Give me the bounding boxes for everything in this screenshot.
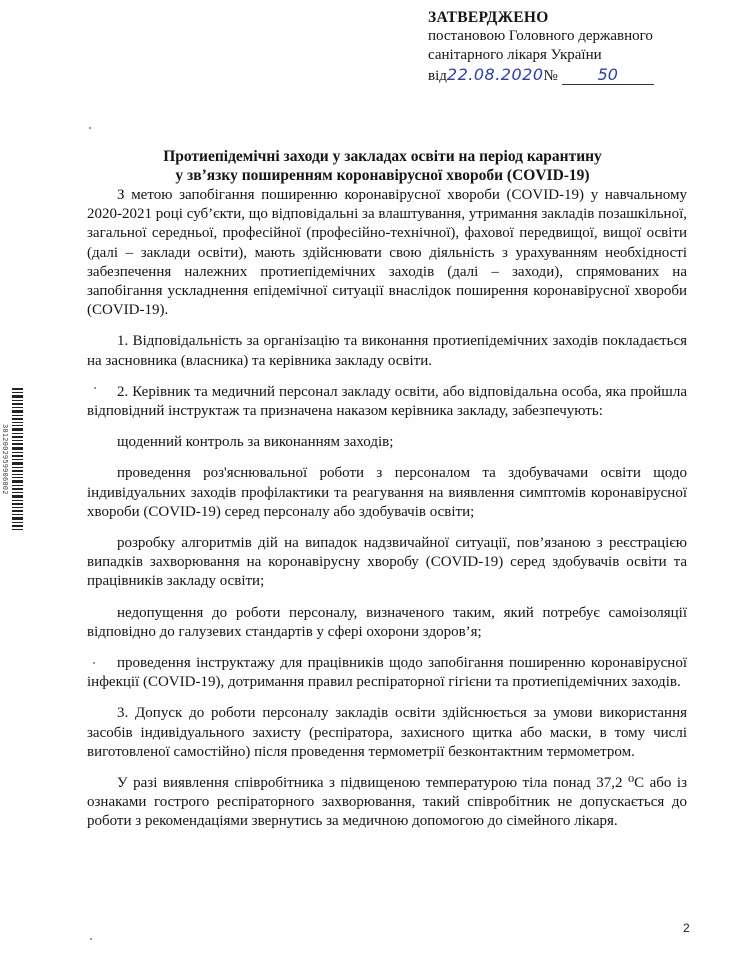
list-item-self-isolation: недопущення до роботи персоналу, визначеного таким, який потребує самоізоляції відповідно до галузевих стандартів у сфері охорони здоров’я;	[87, 604, 687, 640]
title-line-2: у зв’язку поширенням коронавірусної хвороби (COVID-19)	[175, 167, 590, 184]
approval-date-line	[428, 65, 728, 86]
page-number: 2	[683, 921, 690, 935]
document-body	[87, 186, 687, 844]
title-line-1: Протиепідемічні заходи у закладах освіти на період карантину	[163, 148, 602, 165]
barcode-digits: 3012002959906002	[1, 423, 9, 495]
paragraph-intro: З метою запобігання поширенню коронавірусної хвороби (COVID-19) у навчальному 2020-2021 році суб’єкти, що відповідальні за влаштування, утримання закладів позашкільної, загальної середньої, професійної (професійно-технічної), фахової передвищої, вищої освіти (далі – заклади освіти), мають здійснювати свою діяльність з урахуванням необхідності забезпечення належних протиепідемічних заходів (далі – заходи), спрямованих на запобігання ускладнення епідемічної ситуації внаслідок поширення коронавірусної хвороби (COVID-19).	[87, 187, 687, 319]
approval-line-2: санітарного лікаря України	[428, 47, 602, 63]
date-prefix: від	[428, 68, 447, 84]
approval-heading: ЗАТВЕРДЖЕНО	[428, 9, 549, 26]
scan-speck	[90, 938, 92, 940]
scan-speck	[89, 127, 91, 129]
number-field	[562, 67, 654, 85]
paragraph-item-3: 3. Допуск до роботи персоналу закладів освіти здійснюється за умови використання засобів індивідуального захисту (респіратора, захисного щитка або маски, в тому числі виготовленої самостійно) після проведення термометрії безконтактним термометром.	[87, 705, 687, 760]
number-sign: №	[543, 68, 558, 84]
list-item-explanatory-work: проведення роз'яснювальної роботи з персоналом та здобувачами освіти щодо індивідуальних заходів профілактики та реагування на виявлення симптомів коронавірусної хвороби (COVID-19) серед персоналу або здобувачів освіти;	[87, 465, 687, 520]
list-item-instruction: проведення інструктажу для працівників щодо запобігання поширенню коронавірусної інфекції (COVID-19), дотримання правил респіраторної гігієни та протиепідемічних заходів.	[87, 655, 687, 691]
document-title	[80, 147, 685, 185]
paragraph-item-2: 2. Керівник та медичний персонал закладу освіти, або відповідальна особа, яка пройшла відповідний інструктаж та призначена наказом керівника закладу, забезпечують:	[87, 383, 687, 420]
paragraph-item-1: 1. Відповідальність за організацію та виконання протиепідемічних заходів покладається на засновника (власника) та керівника закладу освіти.	[87, 333, 687, 369]
list-item-action-algorithms: розробку алгоритмів дій на випадок надзвичайної ситуації, пов’язаною з реєстрацією випадків захворювання на коронавірусну хворобу (COVID-19) серед здобувачів освіти та працівників закладу освіти;	[87, 535, 687, 590]
handwritten-date: 22.08.2020	[446, 65, 544, 84]
approval-stamp-block	[428, 8, 728, 86]
handwritten-number: 50	[597, 65, 618, 84]
list-item-daily-control: щоденний контроль за виконанням заходів;	[117, 434, 394, 451]
approval-line-1: постановою Головного державного	[428, 28, 653, 44]
paragraph-fever-rule: У разі виявлення співробітника з підвищеною температурою тіла понад 37,2 ⁰С або із ознаками гострого респіраторного захворювання, такий співробітник не допускається до роботи з рекомендаціями звернутись за медичною допомогою до сімейного лікаря.	[87, 775, 687, 830]
